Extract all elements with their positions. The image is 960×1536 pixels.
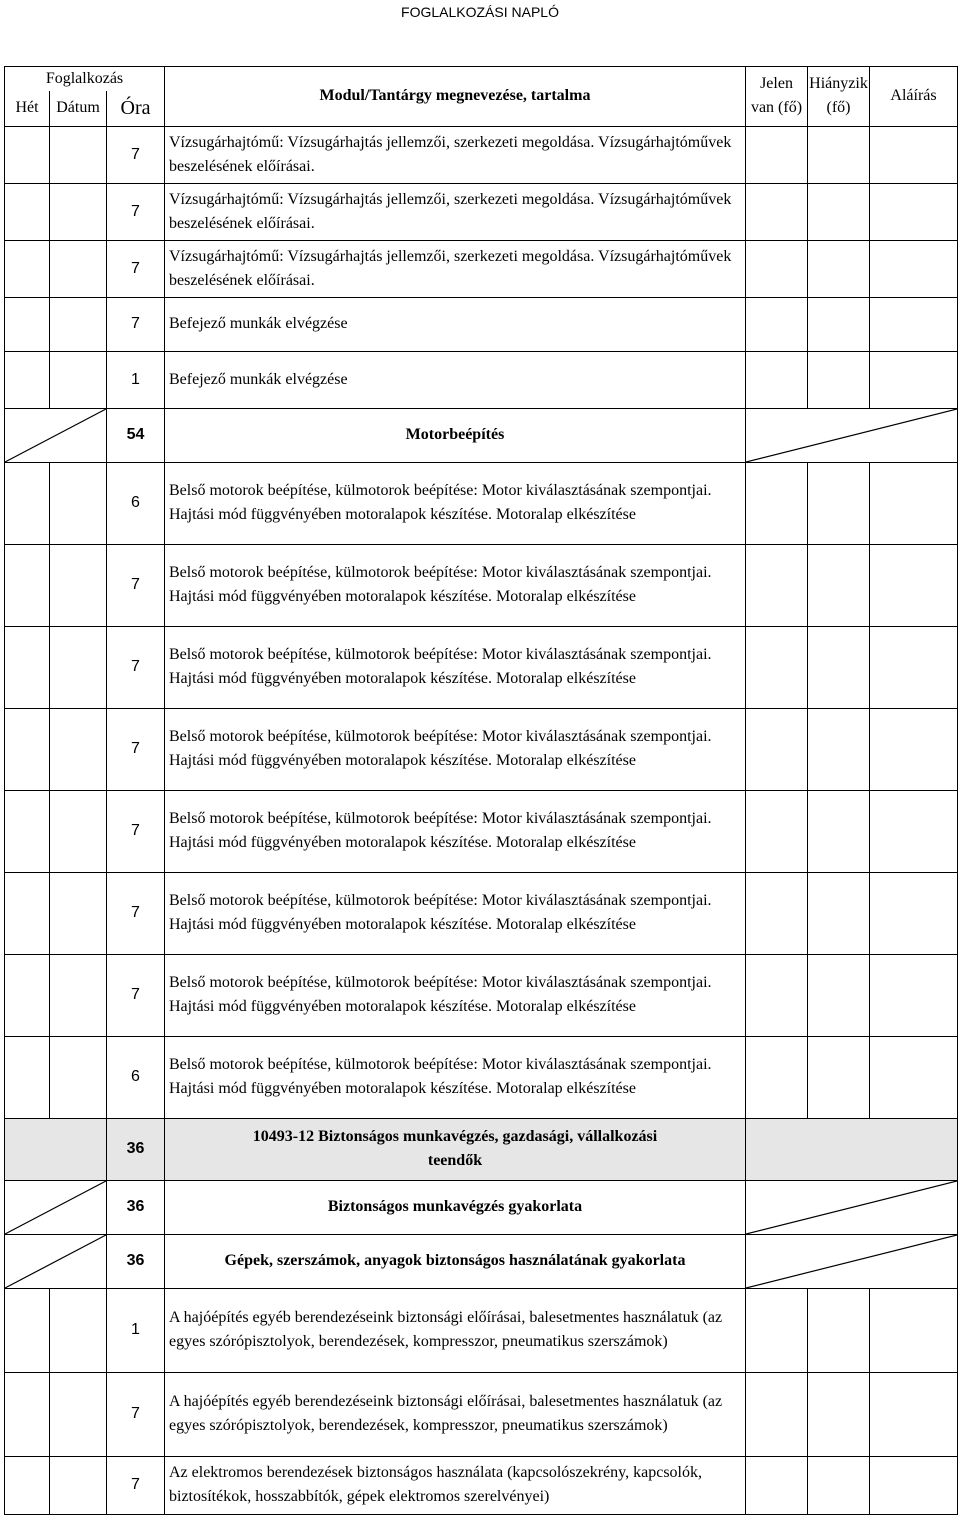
absent-cell[interactable] <box>808 462 870 544</box>
present-cell[interactable] <box>746 1288 808 1372</box>
header-jelen-line1: Jelen <box>760 75 793 93</box>
het-cell[interactable] <box>5 183 50 240</box>
present-cell[interactable] <box>746 790 808 872</box>
signature-cell[interactable] <box>870 297 958 351</box>
header-jelen-line2: van (fő) <box>750 99 803 117</box>
table-row <box>5 297 958 351</box>
absent-cell[interactable] <box>808 126 870 183</box>
table-row <box>5 462 958 544</box>
het-cell[interactable] <box>5 544 50 626</box>
het-cell[interactable] <box>5 790 50 872</box>
signature-cell[interactable] <box>870 708 958 790</box>
signature-cell[interactable] <box>870 790 958 872</box>
het-cell[interactable] <box>5 1036 50 1118</box>
table-row <box>5 544 958 626</box>
module-row <box>5 1118 958 1180</box>
hours-cell: 7 <box>107 126 165 183</box>
table-row <box>5 626 958 708</box>
activity-log-table <box>4 66 958 1515</box>
table-row <box>5 1288 958 1372</box>
content-cell: Belső motorok beépítése, külmotorok beépítése: Motor kiválasztásának szempontjai. Hajtási mód függvényében motoralapok készítése. Motoralap elkészítése <box>165 544 746 626</box>
datum-cell[interactable] <box>50 1372 107 1456</box>
signature-cell[interactable] <box>870 1036 958 1118</box>
content-cell: Belső motorok beépítése, külmotorok beépítése: Motor kiválasztásának szempontjai. Hajtási mód függvényében motoralapok készítése. Motoralap elkészítése <box>165 954 746 1036</box>
het-cell[interactable] <box>5 872 50 954</box>
hours-cell: 6 <box>107 1036 165 1118</box>
absent-cell[interactable] <box>808 790 870 872</box>
topic-diagonal-left <box>5 1234 107 1288</box>
table-row <box>5 240 958 297</box>
content-cell: Belső motorok beépítése, külmotorok beépítése: Motor kiválasztásának szempontjai. Hajtási mód függvényében motoralapok készítése. Motoralap elkészítése <box>165 790 746 872</box>
content-cell: Vízsugárhajtómű: Vízsugárhajtás jellemzői, szerkezeti megoldása. Vízsugárhajtóművek beszelésének előírásai. <box>165 240 746 297</box>
het-cell[interactable] <box>5 1372 50 1456</box>
absent-cell[interactable] <box>808 544 870 626</box>
section-diagonal-left <box>5 408 107 462</box>
hours-cell: 7 <box>107 1456 165 1514</box>
datum-cell[interactable] <box>50 872 107 954</box>
present-cell[interactable] <box>746 240 808 297</box>
signature-cell[interactable] <box>870 626 958 708</box>
signature-cell[interactable] <box>870 1456 958 1514</box>
signature-cell[interactable] <box>870 1288 958 1372</box>
subject-diagonal-left <box>5 1180 107 1234</box>
datum-cell[interactable] <box>50 954 107 1036</box>
present-cell[interactable] <box>746 708 808 790</box>
signature-cell[interactable] <box>870 240 958 297</box>
table-row <box>5 954 958 1036</box>
topic-title: Gépek, szerszámok, anyagok biztonságos használatának gyakorlata <box>165 1234 746 1288</box>
table-row <box>5 351 958 408</box>
page-title: FOGLALKOZÁSI NAPLÓ <box>401 4 559 20</box>
module-title: 10493-12 Biztonságos munkavégzés, gazdasági, vállalkozási teendők <box>165 1118 746 1180</box>
content-cell: Vízsugárhajtómű: Vízsugárhajtás jellemzői, szerkezeti megoldása. Vízsugárhajtóművek beszelésének előírásai. <box>165 183 746 240</box>
header-alairas: Aláírás <box>870 67 958 127</box>
datum-cell[interactable] <box>50 183 107 240</box>
content-cell: Belső motorok beépítése, külmotorok beépítése: Motor kiválasztásának szempontjai. Hajtási mód függvényében motoralapok készítése. Motoralap elkészítése <box>165 708 746 790</box>
content-cell: Belső motorok beépítése, külmotorok beépítése: Motor kiválasztásának szempontjai. Hajtási mód függvényében motoralapok készítése. Motoralap elkészítése <box>165 626 746 708</box>
absent-cell[interactable] <box>808 1372 870 1456</box>
het-cell[interactable] <box>5 1456 50 1514</box>
signature-cell[interactable] <box>870 183 958 240</box>
absent-cell[interactable] <box>808 351 870 408</box>
datum-cell[interactable] <box>50 1036 107 1118</box>
absent-cell[interactable] <box>808 872 870 954</box>
present-cell[interactable] <box>746 126 808 183</box>
het-cell[interactable] <box>5 626 50 708</box>
datum-cell[interactable] <box>50 790 107 872</box>
hours-cell: 1 <box>107 1288 165 1372</box>
present-cell[interactable] <box>746 1372 808 1456</box>
absent-cell[interactable] <box>808 1288 870 1372</box>
hours-cell: 7 <box>107 1372 165 1456</box>
datum-cell[interactable] <box>50 1288 107 1372</box>
absent-cell[interactable] <box>808 708 870 790</box>
signature-cell[interactable] <box>870 462 958 544</box>
present-cell[interactable] <box>746 462 808 544</box>
hours-cell: 7 <box>107 626 165 708</box>
content-cell: A hajóépítés egyéb berendezéseink biztonsági előírásai, balesetmentes használatuk (az egyes szórópisztolyok, berendezések, kompresszor, pneumatikus szerszámok) <box>165 1288 746 1372</box>
table-row <box>5 1036 958 1118</box>
section-diagonal-right <box>746 408 958 462</box>
absent-cell[interactable] <box>808 240 870 297</box>
table-row <box>5 1372 958 1456</box>
content-cell: Az elektromos berendezések biztonságos használata (kapcsolószekrény, kapcsolók, biztosítékok, hosszabbítók, gépek elektromos szerelvényei) <box>165 1456 746 1514</box>
absent-cell[interactable] <box>808 626 870 708</box>
content-cell: A hajóépítés egyéb berendezéseink biztonsági előírásai, balesetmentes használatuk (az egyes szórópisztolyok, berendezések, kompresszor, pneumatikus szerszámok) <box>165 1372 746 1456</box>
topic-row <box>5 1234 958 1288</box>
hours-cell: 7 <box>107 240 165 297</box>
header-hianyzik-line1: Hiányzik <box>809 75 868 93</box>
hours-cell: 7 <box>107 183 165 240</box>
absent-cell[interactable] <box>808 297 870 351</box>
header-jelen <box>746 67 808 127</box>
datum-cell[interactable] <box>50 297 107 351</box>
table-row <box>5 183 958 240</box>
het-cell[interactable] <box>5 240 50 297</box>
header-ora: Óra <box>107 91 165 126</box>
content-cell: Belső motorok beépítése, külmotorok beépítése: Motor kiválasztásának szempontjai. Hajtási mód függvényében motoralapok készítése. Motoralap elkészítése <box>165 872 746 954</box>
datum-cell[interactable] <box>50 126 107 183</box>
signature-cell[interactable] <box>870 1372 958 1456</box>
hours-cell: 7 <box>107 297 165 351</box>
table-row <box>5 790 958 872</box>
present-cell[interactable] <box>746 872 808 954</box>
present-cell[interactable] <box>746 1456 808 1514</box>
header-foglalkozas: Foglalkozás <box>5 67 165 92</box>
topic-hours: 36 <box>107 1234 165 1288</box>
signature-cell[interactable] <box>870 954 958 1036</box>
het-cell[interactable] <box>5 1288 50 1372</box>
het-cell[interactable] <box>5 462 50 544</box>
module-hours: 36 <box>107 1118 165 1180</box>
present-cell[interactable] <box>746 297 808 351</box>
table-row <box>5 1456 958 1514</box>
table-row <box>5 126 958 183</box>
het-cell[interactable] <box>5 351 50 408</box>
content-cell: Vízsugárhajtómű: Vízsugárhajtás jellemzői, szerkezeti megoldása. Vízsugárhajtóművek beszelésének előírásai. <box>165 126 746 183</box>
datum-cell[interactable] <box>50 626 107 708</box>
subject-row <box>5 1180 958 1234</box>
present-cell[interactable] <box>746 1036 808 1118</box>
hours-cell: 7 <box>107 544 165 626</box>
hours-cell: 7 <box>107 954 165 1036</box>
signature-cell[interactable] <box>870 872 958 954</box>
absent-cell[interactable] <box>808 183 870 240</box>
subject-diagonal-right <box>746 1180 958 1234</box>
hours-cell: 7 <box>107 790 165 872</box>
section-row <box>5 408 958 462</box>
het-cell[interactable] <box>5 126 50 183</box>
content-cell: Befejező munkák elvégzése <box>165 297 746 351</box>
present-cell[interactable] <box>746 183 808 240</box>
hours-cell: 6 <box>107 462 165 544</box>
datum-cell[interactable] <box>50 462 107 544</box>
absent-cell[interactable] <box>808 1036 870 1118</box>
datum-cell[interactable] <box>50 544 107 626</box>
signature-cell[interactable] <box>870 126 958 183</box>
header-datum: Dátum <box>50 91 107 126</box>
datum-cell[interactable] <box>50 351 107 408</box>
section-title: Motorbeépítés <box>165 408 746 462</box>
content-cell: Befejező munkák elvégzése <box>165 351 746 408</box>
hours-cell: 7 <box>107 708 165 790</box>
datum-cell[interactable] <box>50 1456 107 1514</box>
hours-cell: 1 <box>107 351 165 408</box>
table-row <box>5 872 958 954</box>
header-modul: Modul/Tantárgy megnevezése, tartalma <box>165 67 746 127</box>
content-cell: Belső motorok beépítése, külmotorok beépítése: Motor kiválasztásának szempontjai. Hajtási mód függvényében motoralapok készítése. Motoralap elkészítése <box>165 462 746 544</box>
subject-title: Biztonságos munkavégzés gyakorlata <box>165 1180 746 1234</box>
het-cell[interactable] <box>5 954 50 1036</box>
signature-cell[interactable] <box>870 544 958 626</box>
present-cell[interactable] <box>746 626 808 708</box>
present-cell[interactable] <box>746 351 808 408</box>
hours-cell: 7 <box>107 872 165 954</box>
absent-cell[interactable] <box>808 954 870 1036</box>
absent-cell[interactable] <box>808 1456 870 1514</box>
header-hianyzik <box>808 67 870 127</box>
section-hours: 54 <box>107 408 165 462</box>
topic-diagonal-right <box>746 1234 958 1288</box>
module-blank-cell <box>746 1118 958 1180</box>
header-hianyzik-line2: (fő) <box>826 99 851 117</box>
present-cell[interactable] <box>746 954 808 1036</box>
header-het: Hét <box>5 91 50 126</box>
subject-hours: 36 <box>107 1180 165 1234</box>
datum-cell[interactable] <box>50 708 107 790</box>
het-cell[interactable] <box>5 708 50 790</box>
signature-cell[interactable] <box>870 351 958 408</box>
present-cell[interactable] <box>746 544 808 626</box>
content-cell: Belső motorok beépítése, külmotorok beépítése: Motor kiválasztásának szempontjai. Hajtási mód függvényében motoralapok készítése. Motoralap elkészítése <box>165 1036 746 1118</box>
het-cell[interactable] <box>5 297 50 351</box>
module-blank-cell <box>5 1118 107 1180</box>
table-row <box>5 708 958 790</box>
header-row-top <box>5 67 958 92</box>
datum-cell[interactable] <box>50 240 107 297</box>
